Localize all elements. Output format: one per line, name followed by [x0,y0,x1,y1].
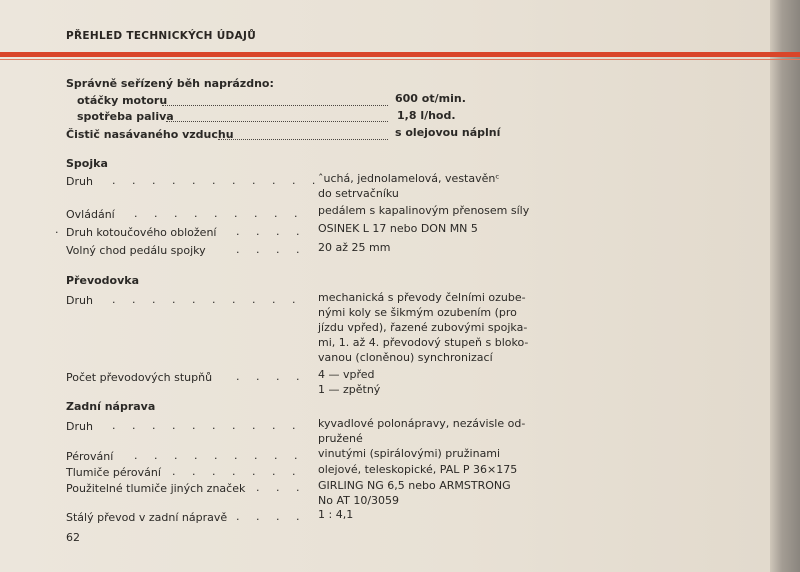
spring-dots: . . . . . . . . . [134,449,304,462]
damper-dots: . . . . . . . [172,465,302,478]
gearbox-gears-forward: 4 — vpřed [318,368,375,381]
fuel-label: spotřeba paliva [77,110,174,123]
clutch-type-value-1: ˆuchá, jednolamelová, vestavěnᶜ [318,172,500,185]
idle-heading: Správně seřízený běh naprázdno: [66,77,274,90]
rpm-label: otáčky motoru [77,94,168,107]
clutch-lining-value: OSINEK L 17 nebo DON MN 5 [318,222,478,235]
clutch-lining-marker: · [55,226,59,239]
gearbox-gears-dots: . . . . [236,370,306,383]
rear-axle-type-label: Druh [66,420,93,433]
alt-damper-label: Použitelné tlumiče jiných značek [66,482,246,495]
clutch-type-label: Druh [66,175,93,188]
clutch-control-label: Ovládání [66,208,115,221]
gearbox-type-value-line: mi, 1. až 4. převodový stupeň s bloko- [318,336,529,349]
fuel-value: 1,8 l/hod. [397,109,456,122]
gearbox-gears-label: Počet převodových stupňů [66,371,213,384]
gearbox-type-value-line: vanou (cloněnou) synchronizací [318,351,493,364]
final-drive-label: Stálý převod v zadní nápravě [66,511,228,524]
alt-damper-value-1: GIRLING NG 6,5 nebo ARMSTRONG [318,479,511,492]
gearbox-type-label: Druh [66,294,93,307]
clutch-pedal-value: 20 až 25 mm [318,241,391,254]
rear-axle-type-value-1: kyvadlové polonápravy, nezávisle od- [318,417,526,430]
clutch-control-dots: . . . . . . . . . [134,207,304,220]
clutch-type-dots: . . . . . . . . . . . [112,174,322,187]
alt-damper-value-2: No AT 10/3059 [318,494,400,507]
rpm-value: 600 ot/min. [395,92,466,105]
gearbox-gears-reverse: 1 — zpětný [318,383,381,396]
page-title: PŘEHLED TECHNICKÝCH ÚDAJŮ [66,30,257,42]
clutch-pedal-dots: . . . . [236,243,306,256]
gearbox-type-dots: . . . . . . . . . . [112,293,302,306]
rpm-leader [162,104,388,106]
page-edge-shadow [770,0,800,572]
spring-value: vinutými (spirálovými) pružinami [318,447,501,460]
clutch-lining-dots: . . . . [236,225,306,238]
rear-axle-type-dots: . . . . . . . . . . [112,419,302,432]
header-rule [0,52,800,57]
clutch-type-value-2: do setrvačníku [318,187,399,200]
air-filter-value: s olejovou náplní [395,126,501,139]
gearbox-type-value-line: jízdu vpřed), řazené zubovými spojka- [318,321,528,334]
alt-damper-dots: . . . [256,481,306,494]
air-filter-leader [218,138,388,140]
clutch-pedal-label: Volný chod pedálu spojky [66,244,206,257]
header-rule-thin [0,59,800,60]
rear-axle-heading: Zadní náprava [66,400,156,413]
damper-value: olejové, teleskopické, PAL P 36×175 [318,463,518,476]
clutch-control-value: pedálem s kapalinovým přenosem síly [318,204,530,217]
clutch-heading: Spojka [66,157,108,170]
spring-label: Pérování [66,450,114,463]
damper-label: Tlumiče pérování [66,466,161,479]
fuel-leader [166,120,388,122]
rear-axle-type-value-2: pružené [318,432,363,445]
gearbox-type-value-line: nými koly se šikmým ozubením (pro [318,306,517,319]
final-drive-dots: . . . . [236,510,306,523]
page-number: 62 [66,531,80,544]
gearbox-heading: Převodovka [66,274,140,287]
clutch-lining-label: Druh kotoučového obložení [66,226,217,239]
final-drive-value: 1 : 4,1 [318,508,354,521]
air-filter-label: Čistič nasávaného vzduchu [66,128,234,141]
gearbox-type-value-line: mechanická s převody čelními ozube- [318,291,526,304]
